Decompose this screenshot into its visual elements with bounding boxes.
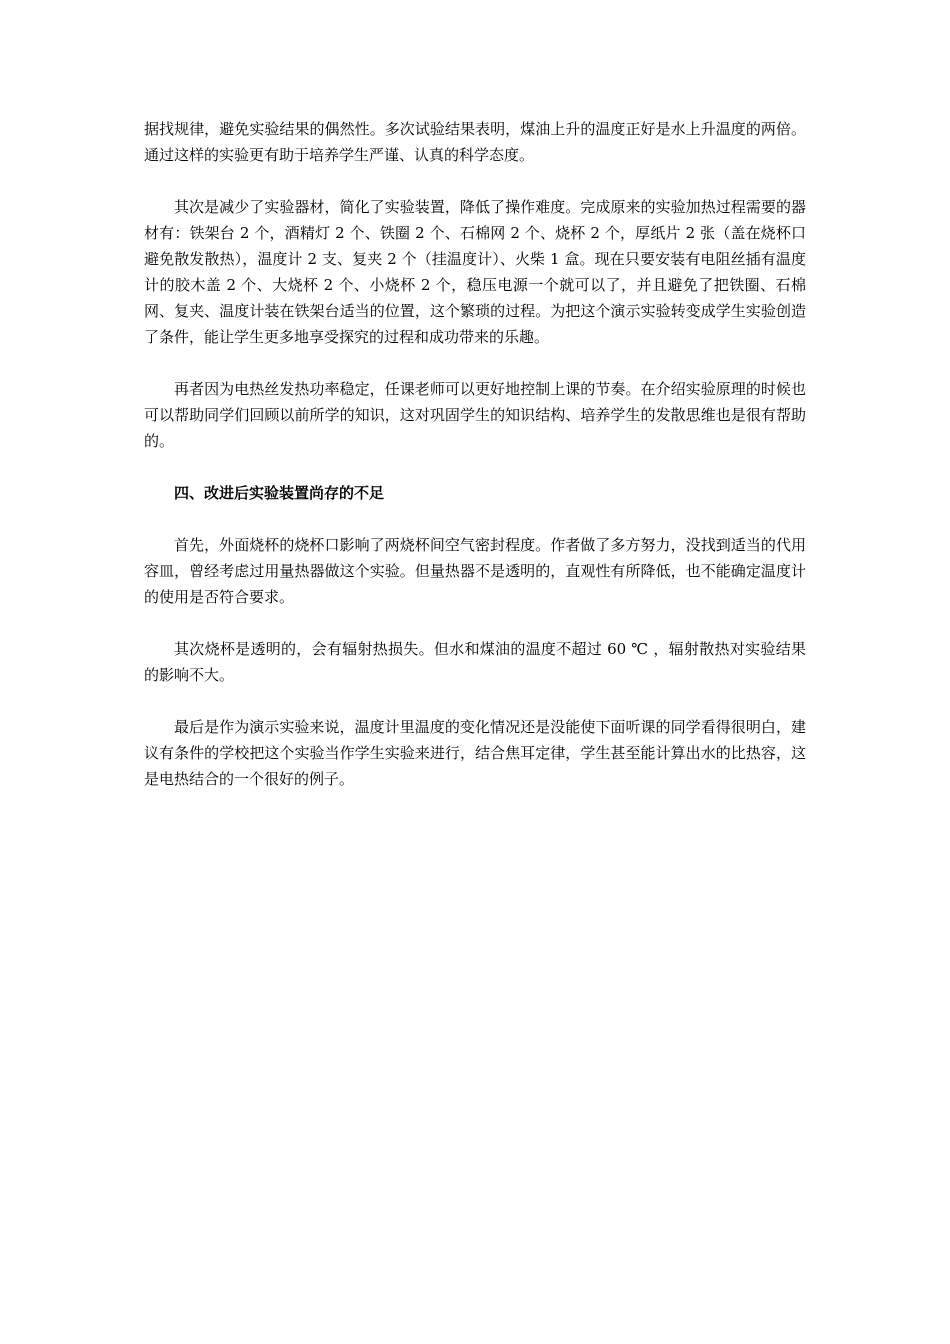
paragraph-beaker-seal: 首先，外面烧杯的烧杯口影响了两烧杯间空气密封程度。作者做了多方努力，没找到适当的代用容皿，曾经考虑过用量热器做这个实验。但量热器不是透明的，直观性有所降低，也不能确定温度计的使用是否符合要求。 — [144, 536, 806, 606]
paragraph-demonstration: 最后是作为演示实验来说，温度计里温度的变化情况还是没能使下面听课的同学看得很明白，建议有条件的学校把这个实验当作学生实验来进行，结合焦耳定律，学生甚至能计算出水的比热容，这是电热结合的一个很好的例子。 — [144, 718, 806, 788]
document-page — [144, 116, 806, 818]
section-heading: 四、改进后实验装置尚存的不足 — [174, 484, 385, 502]
paragraph-teaching-pace: 再者因为电热丝发热功率稳定，任课老师可以更好地控制上课的节奏。在介绍实验原理的时候也可以帮助同学们回顾以前所学的知识，这对巩固学生的知识结构、培养学生的发散思维也是很有帮助的。 — [144, 380, 806, 450]
paragraph-continuation: 据找规律，避免实验结果的偶然性。多次试验结果表明，煤油上升的温度正好是水上升温度的两倍。通过这样的实验更有助于培养学生严谨、认真的科学态度。 — [144, 120, 806, 164]
paragraph-radiation-loss: 其次烧杯是透明的，会有辐射热损失。但水和煤油的温度不超过 60 ℃ ，辐射散热对实验结果的影响不大。 — [144, 640, 806, 684]
paragraph-equipment: 其次是减少了实验器材，简化了实验装置，降低了操作难度。完成原来的实验加热过程需要的器材有：铁架台 2 个，酒精灯 2 个、铁圈 2 个、石棉网 2 个、烧杯 2 个，厚纸片 2 张（盖在烧杯口避免散发散热），温度计 2 支、复夹 2 个（挂温度计）、火柴 1 盒。现在只要安装有电阻丝插有温度计的胶木盖 2 个、大烧杯 2 个、小烧杯 2 个，稳压电源一个就可以了，并且避免了把铁圈、石棉网、复夹、温度计装在铁架台适当的位置，这个繁琐的过程。为把这个演示实验转变成学生实验创造了条件，能让学生更多地享受探究的过程和成功带来的乐趣。 — [144, 198, 806, 346]
